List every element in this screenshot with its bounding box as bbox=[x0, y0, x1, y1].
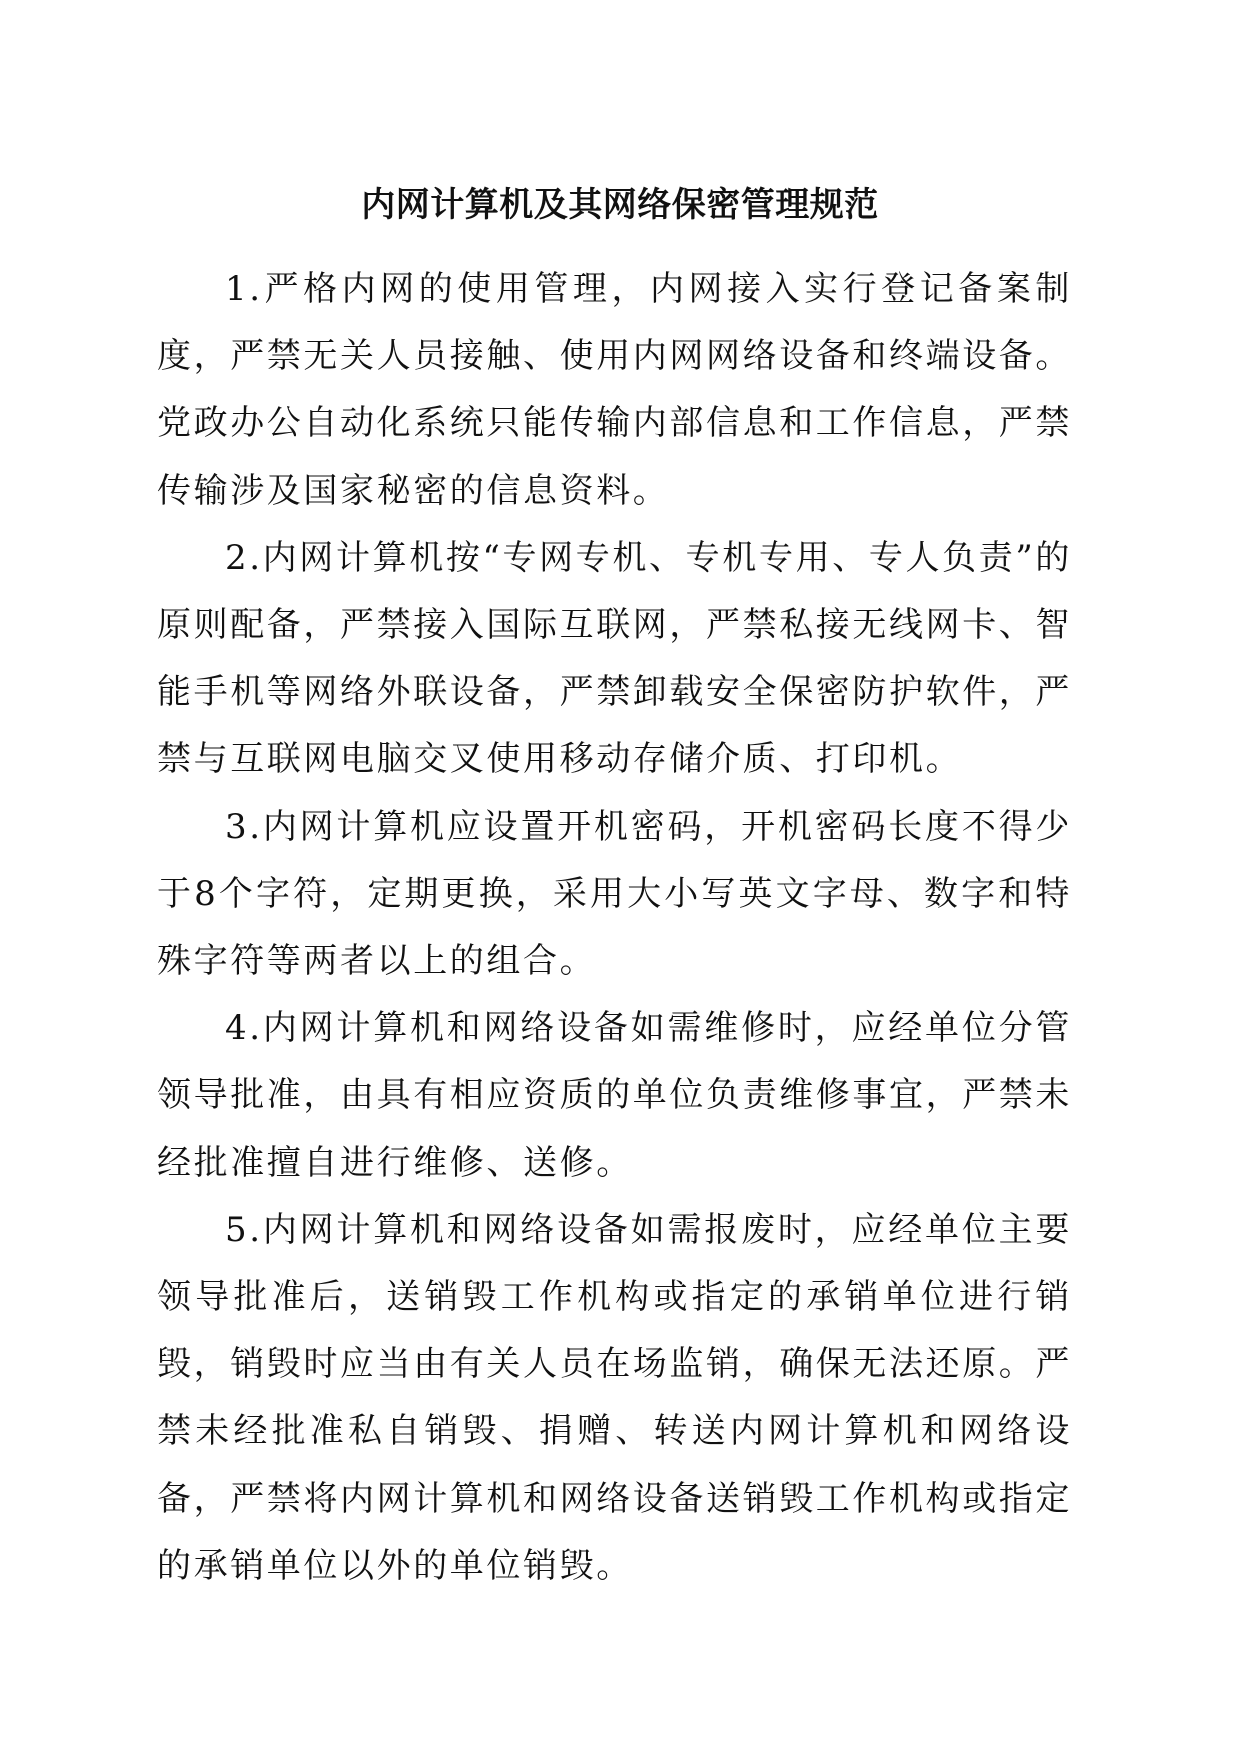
paragraph-2: 2.内网计算机按“专网专机、专机专用、专人负责”的原则配备，严禁接入国际互联网，严禁私接无线网卡、智能手机等网络外联设备，严禁卸载安全保密防护软件，严禁与互联网电脑交叉使用移动存储介质、打印机。 bbox=[157, 537, 1072, 780]
paragraph-5: 5.内网计算机和网络设备如需报废时，应经单位主要领导批准后，送销毁工作机构或指定的承销单位进行销毁，销毁时应当由有关人员在场监销，确保无法还原。严禁未经批准私自销毁、捐赠、转送内网计算机和网络设备，严禁将内网计算机和网络设备送销毁工作机构或指定的承销单位以外的单位销毁。 bbox=[157, 1209, 1072, 1586]
document-title: 内网计算机及其网络保密管理规范 bbox=[361, 185, 879, 225]
paragraph-4: 4.内网计算机和网络设备如需维修时，应经单位分管领导批准，由具有相应资质的单位负责维修事宜，严禁未经批准擅自进行维修、送修。 bbox=[157, 1008, 1072, 1183]
paragraph-1: 1.严格内网的使用管理，内网接入实行登记备案制度，严禁无关人员接触、使用内网网络设备和终端设备。党政办公自动化系统只能传输内部信息和工作信息，严禁传输涉及国家秘密的信息资料。 bbox=[157, 269, 1072, 511]
document-body bbox=[157, 256, 1072, 1600]
paragraph-3: 3.内网计算机应设置开机密码，开机密码长度不得少于8个字符，定期更换，采用大小写英文字母、数字和特殊字符等两者以上的组合。 bbox=[157, 806, 1072, 982]
